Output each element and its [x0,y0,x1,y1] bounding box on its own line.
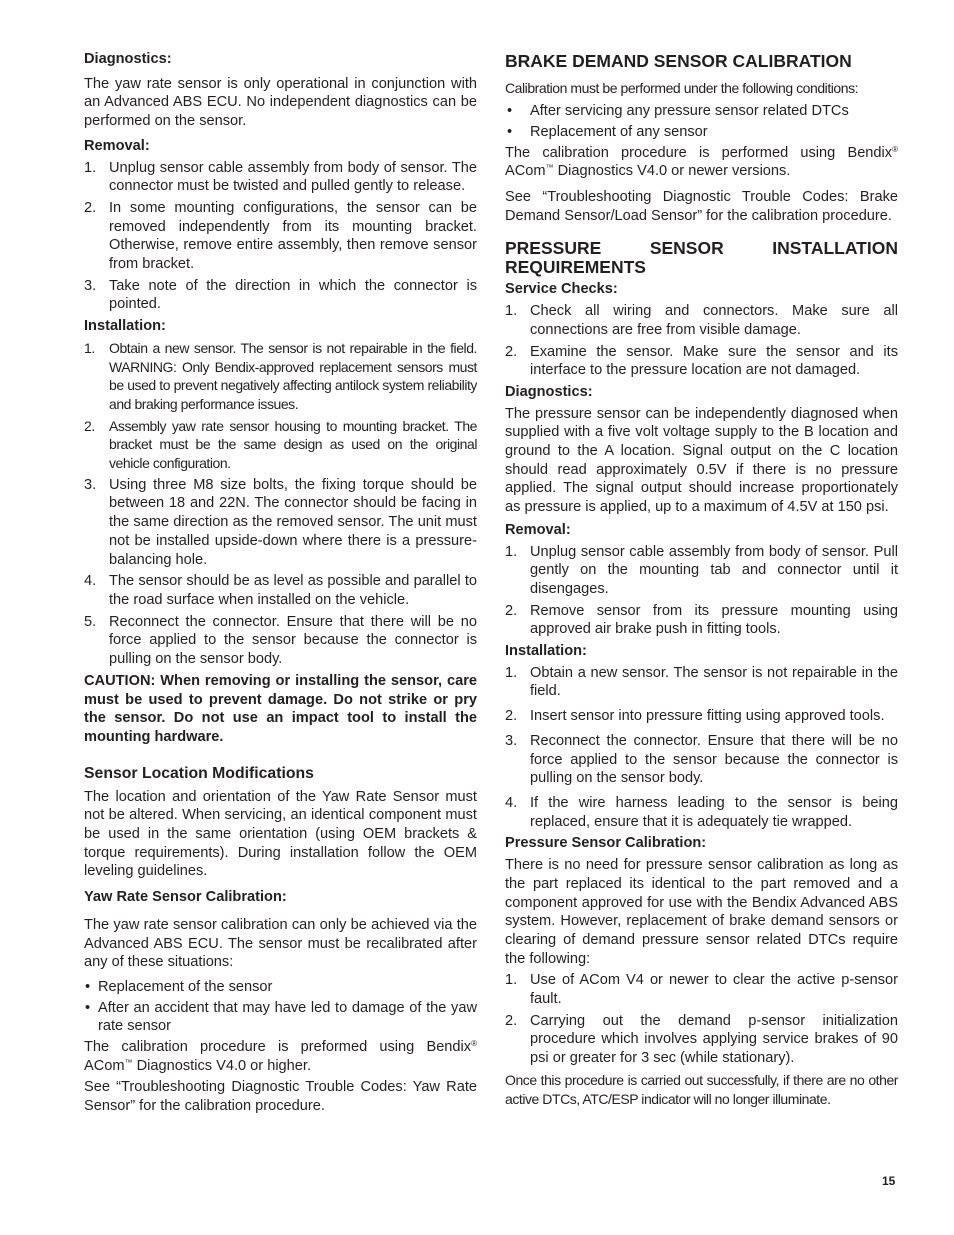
list-item: 3. Take note of the direction in which the connector is pointed. [84,277,477,313]
yaw-diagnostics-text: The yaw rate sensor is only operational in conjunction with an Advanced ABS ECU. No independent diagnostics can be performed on the sensor. [84,75,477,130]
yaw-installation-list [84,339,477,669]
pressure-calibration-text: There is no need for pressure sensor calibration as long as the part replaced its identical to the part removed and a component approved for use with the Bendix Advanced ABS system. However, replacement of brake demand sensors or clearing of demand pressure sensor related DTCs require the following: [505,857,898,967]
right-column [505,50,898,1108]
list-item: 3. Using three M8 size bolts, the fixing torque should be between 18 and 22N. The connector should be facing in the same direction as the removed sensor. The unit must not be installed upside-down where there is a pressure-balancing hole. [84,476,477,568]
pressure-sensor-heading: PRESSURE SENSOR INSTALLATION REQUIREMENTS [505,238,898,277]
list-item: 1. Unplug sensor cable assembly from body of sensor. The connector must be twisted and pulled gently to release. [84,159,477,195]
caution-note: CAUTION: When removing or installing the sensor, care must be used to prevent damage. Do not strike or pry the sensor. Do not use an impact tool to install the mounting hardware. [84,672,477,745]
pressure-removal-list [505,543,898,640]
bullet-icon: • [85,978,91,995]
yaw-installation-label: Installation: [84,318,166,335]
list-item: 4. The sensor should be as level as possible and parallel to the road surface when installed on the vehicle. [84,573,477,608]
pressure-diagnostics-label: Diagnostics: [505,383,593,400]
service-checks-list [505,302,898,380]
bullet-icon: • [507,103,513,120]
list-item: 2. Assembly yaw rate sensor housing to mounting bracket. The bracket must be the same design as used on the original vehicle configuration. [84,417,477,472]
left-column [84,50,477,1116]
pressure-removal-label: Removal: [505,521,571,538]
list-item: 1. Unplug sensor cable assembly from body of sensor. Pull gently on the mounting tab and connector until it disengages. [505,543,898,597]
brake-demand-bullets [505,102,898,141]
yaw-removal-list [84,159,477,315]
bullet-icon: • [507,123,513,140]
list-item: • After an accident that may have led to damage of the yaw rate sensor [85,999,477,1035]
sensor-location-text: The location and orientation of the Yaw Rate Sensor must not be altered. When servicing, an identical component must be used in the same orientation (using OEM brackets & torque requirements). During installation follow the OEM leveling guidelines. [84,788,477,880]
list-item: • After servicing any pressure sensor related DTCs [507,103,849,120]
yaw-diagnostics-label: Diagnostics: [84,51,172,67]
yaw-calibration-procedure: The calibration procedure is preformed using Bendix® ACom™ Diagnostics V4.0 or higher. [84,1039,477,1074]
yaw-removal-label: Removal: [84,137,150,154]
list-item: 3. Reconnect the connector. Ensure that there will be no force applied to the sensor because the connector is pulling on the sensor body. [505,732,898,787]
list-item: 5. Reconnect the connector. Ensure that there will be no force applied to the sensor because the connector is pulling on the sensor body. [84,613,477,668]
list-item: 2. Insert sensor into pressure fitting using approved tools. [505,708,885,725]
bullet-icon: • [85,999,91,1016]
brake-calibration-procedure: The calibration procedure is performed using Bendix® ACom™ Diagnostics V4.0 or newer versions. [505,144,898,180]
pressure-installation-label: Installation: [505,643,587,660]
yaw-calibration-label: Yaw Rate Sensor Calibration: [84,889,287,906]
list-item: 1. Use of ACom V4 or newer to clear the active p-sensor fault. [505,972,898,1008]
list-item: • Replacement of any sensor [507,123,708,140]
final-note: Once this procedure is carried out successfully, if there are no other active DTCs, ATC/ESP indicator will no longer illuminate. [505,1071,898,1107]
pressure-diagnostics-text: The pressure sensor can be independently diagnosed when supplied with a five volt voltage supply to the B location and ground to the A location. Signal output on the C location should read approximately 0.5V if there is no pressure applied. The signal output should increase proportionately as pressure is applied, up to a maximum of 4.5V at 150 psi. [505,405,898,516]
yaw-see-reference: See “Troubleshooting Diagnostic Trouble Codes: Yaw Rate Sensor” for the calibration procedure. [84,1079,477,1115]
yaw-calibration-bullets [84,978,477,1036]
list-item: 2. Examine the sensor. Make sure the sensor and its interface to the pressure location are not damaged. [505,343,898,379]
page-number: 15 [882,1174,896,1188]
list-item: 4. If the wire harness leading to the sensor is being replaced, ensure that it is adequately tie wrapped. [505,795,898,830]
brake-demand-heading: BRAKE DEMAND SENSOR CALIBRATION [505,51,852,71]
list-item: 1. Obtain a new sensor. The sensor is not repairable in the field. [505,664,898,700]
yaw-calibration-text: The yaw rate sensor calibration can only be achieved via the Advanced ABS ECU. The sensor must be recalibrated after any of these situations: [84,916,477,971]
list-item: 1. Check all wiring and connectors. Make sure all connections are free from visible damage. [505,303,898,338]
list-item: 2. Carrying out the demand p-sensor initialization procedure which involves applying service brakes of 90 psi or greater for 3 sec (while stationary). [505,1012,898,1067]
brake-see-reference: See “Troubleshooting Diagnostic Trouble Codes: Brake Demand Sensor/Load Sensor” for the calibration procedure. [505,189,898,224]
list-item: 1. Obtain a new sensor. The sensor is not repairable in the field. WARNING: Only Bendix-approved replacement sensors must be used to prevent negatively affecting antilock system reliability and braking performance issues. [84,339,477,412]
sensor-location-heading: Sensor Location Modifications [84,764,314,782]
pressure-calibration-label: Pressure Sensor Calibration: [505,835,707,852]
list-item: 2. In some mounting configurations, the sensor can be removed independently from its mounting bracket. Otherwise, remove entire assembly, then remove sensor from bracket. [84,199,477,273]
brake-demand-intro: Calibration must be performed under the following conditions: [505,79,859,96]
pressure-installation-list [505,664,898,832]
pressure-calibration-list [505,971,898,1068]
list-item: • Replacement of the sensor [85,978,273,995]
list-item: 2. Remove sensor from its pressure mounting using approved air brake push in fitting tools. [505,602,898,638]
service-checks-label: Service Checks: [505,281,618,298]
